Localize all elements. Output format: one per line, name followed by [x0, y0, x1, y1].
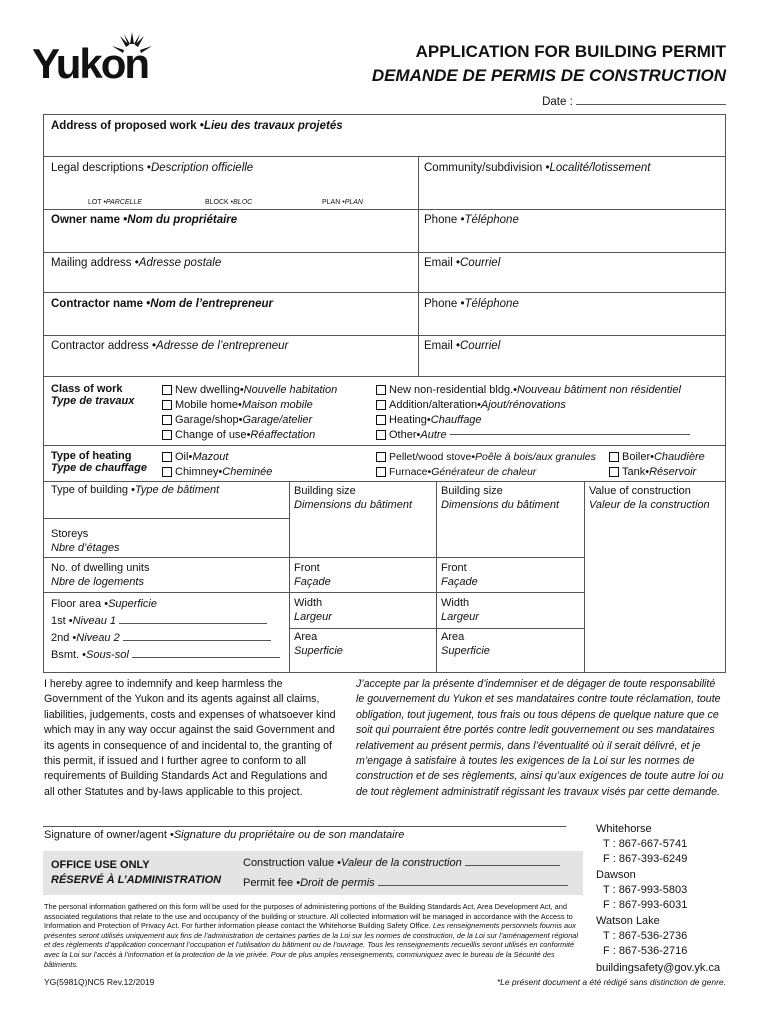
contractor-email-field[interactable]: Email • Courriel [424, 340, 500, 352]
date-label: Date : [542, 96, 573, 108]
block-label[interactable]: BLOCK • BLOC [205, 199, 252, 206]
floor-area-second[interactable]: 2nd • Niveau 2 [51, 630, 280, 647]
office-permit-fee[interactable]: Permit fee • Droit de permis [243, 877, 568, 889]
contractor-address-field[interactable]: Contractor address • Adresse de l’entrepreneur [51, 340, 288, 352]
signature-field[interactable]: Signature of owner/agent • Signature du propriétaire ou de son mandataire [44, 829, 404, 841]
office-use-label: OFFICE USE ONLY RÉSERVÉ À L’ADMINISTRATION [51, 859, 222, 886]
width-field-1[interactable]: Width Largeur [294, 597, 332, 623]
mailing-address-field[interactable]: Mailing address • Adresse postale [51, 257, 221, 269]
checkbox-other[interactable]: Other • Autre [376, 427, 690, 442]
owner-name-field[interactable]: Owner name • Nom du propriétaire [51, 214, 237, 226]
address-field[interactable]: Address of proposed work • Lieu des travaux projetés [51, 120, 343, 132]
declaration-en: I hereby agree to indemnify and keep harmless the Government of the Yukon and its agents against all claims, liabilities, judgements, costs and expenses of whatsoever kind which may in any way occur against the said Government and its agents in consequence of and incidental to, the granting of this permit, if issued and I further agree to conform to all requirements of Building Standards Act and Regulations and all other Statutes and by-laws applicable to this project. [44, 678, 336, 798]
contact-whitehorse: Whitehorse T : 867-667-5741 F : 867-393-6249 [596, 823, 688, 865]
contact-email[interactable]: buildingsafety@gov.yk.ca [596, 962, 721, 974]
building-size-header-1: Building size Dimensions du bâtiment [294, 485, 413, 511]
legal-description-field[interactable]: Legal descriptions • Description officielle [51, 162, 253, 174]
storeys-field[interactable]: Storeys Nbre d’étages [51, 528, 120, 554]
date-field[interactable] [542, 96, 726, 108]
heating-label: Type of heating Type de chauffage [51, 450, 147, 474]
floor-area-first[interactable]: 1st • Niveau 1 [51, 613, 280, 630]
floor-area-label: Floor area • Superficie [51, 596, 280, 613]
dwelling-units-field[interactable]: No. of dwelling units Nbre de logements [51, 562, 150, 588]
form-code: YG(5981Q)NC5 Rev.12/2019 [44, 977, 155, 987]
front-field-2[interactable]: Front Façade [441, 562, 478, 588]
owner-phone-field[interactable]: Phone • Téléphone [424, 214, 519, 226]
checkbox-new-dwelling[interactable]: New dwelling • Nouvelle habitation [162, 382, 337, 397]
contact-dawson: Dawson T : 867-993-5803 F : 867-993-6031 [596, 869, 688, 911]
contact-list [596, 822, 720, 976]
contractor-phone-field[interactable]: Phone • Téléphone [424, 298, 519, 310]
area-field-2[interactable]: Area Superficie [441, 631, 490, 657]
community-field[interactable]: Community/subdivision • Localité/lotissement [424, 162, 650, 174]
yukon-logo [32, 28, 172, 88]
class-of-work-left [162, 382, 337, 442]
checkbox-change-of-use[interactable]: Change of use • Réaffectation [162, 427, 337, 442]
checkbox-boiler[interactable]: Boiler • Chaudière [609, 449, 705, 464]
plan-label[interactable]: PLAN • PLAN [322, 199, 363, 206]
floor-area-group [51, 596, 280, 664]
checkbox-oil[interactable]: Oil • Mazout [162, 449, 272, 464]
office-construction-value[interactable]: Construction value • Valeur de la construction [243, 857, 560, 869]
checkbox-new-non-residential[interactable]: New non-residential bldg. • Nouveau bâtiment non résidentiel [376, 382, 690, 397]
lot-label[interactable]: LOT • PARCELLE [88, 199, 142, 206]
building-type-field[interactable]: Type of building • Type de bâtiment [51, 484, 219, 496]
privacy-notice: The personal information gathered on this form will be used for the purposes of administering portions of the Building Standards Act, Area Development Act, and associated regulations that relate to the use and occupancy of the building or structure. All collected information will be managed in accordance with the Access to Information and Protection of Privacy Act. For further information please contact the Whitehorse Building Safety Office. Les renseignements personnels fournis aux présentes seront utilisés uniquement aux fins de l’administration de certaines parties de la Loi sur les normes de construction, de la Loi sur l’aménagement régional et des règlements d’application concernant l’occupation et l’utilisation du bâtiment ou de l’ouvrage. Tous les renseignements recueillis seront utilisés en conformité avec la Loi sur l’accès à l’information et la protection de la vie privée. Pour de plus amples renseignements, communiquez avec le bureau de la Sécurité des bâtiments. [44, 902, 579, 969]
width-field-2[interactable]: Width Largeur [441, 597, 479, 623]
checkbox-mobile-home[interactable]: Mobile home • Maison mobile [162, 397, 337, 412]
checkbox-tank[interactable]: Tank • Réservoir [609, 464, 705, 479]
checkbox-heating[interactable]: Heating • Chauffage [376, 412, 690, 427]
floor-area-basement[interactable]: Bsmt. • Sous-sol [51, 647, 280, 664]
area-field-1[interactable]: Area Superficie [294, 631, 343, 657]
building-size-header-2: Building size Dimensions du bâtiment [441, 485, 560, 511]
checkbox-furnace[interactable]: Furnace • Générateur de chaleur [376, 464, 596, 479]
checkbox-chimney[interactable]: Chimney • Cheminée [162, 464, 272, 479]
front-field-1[interactable]: Front Façade [294, 562, 331, 588]
checkbox-garage-shop[interactable]: Garage/shop • Garage/atelier [162, 412, 337, 427]
form-title-fr: DEMANDE DE PERMIS DE CONSTRUCTION [371, 66, 726, 85]
contractor-name-field[interactable]: Contractor name • Nom de l’entrepreneur [51, 298, 273, 310]
form-title-en: APPLICATION FOR BUILDING PERMIT [415, 42, 726, 61]
declaration-fr: J’accepte par la présente d’indemniser et de dégager de toute responsabilité le gouvernement du Yukon et ses mandataires contre toute réclamation, toute obligation, tout jugement, tous frais ou tous dépens de quelque nature que ce soit qui pourraient être portés contre ledit gouvernement ou ses mandataires relativement au présent permis, dans l’éventualité où il serait délivré, et je m’engage à satisfaire à toutes les exigences de la Loi sur les normes de construction et de ses règlements, ainsi qu’aux exigences de toute autre loi ou de tout règlement administratif régissant les travaux visés par cette demande. [356, 678, 724, 798]
checkbox-pellet-stove[interactable]: Pellet/wood stove • Poêle à bois/aux granules [376, 449, 596, 464]
gender-note: *Le présent document a été rédigé sans distinction de genre. [496, 977, 726, 987]
construction-value-field[interactable]: Value of construction Valeur de la construction [589, 485, 710, 511]
contact-watson-lake: Watson Lake T : 867-536-2736 F : 867-536-2716 [596, 915, 688, 957]
checkbox-addition-alteration[interactable]: Addition/alteration • Ajout/rénovations [376, 397, 690, 412]
owner-email-field[interactable]: Email • Courriel [424, 257, 500, 269]
class-of-work-right [376, 382, 690, 442]
logo-wordmark: Yukon [32, 40, 149, 87]
class-of-work-label: Class of work Type de travaux [51, 383, 135, 407]
